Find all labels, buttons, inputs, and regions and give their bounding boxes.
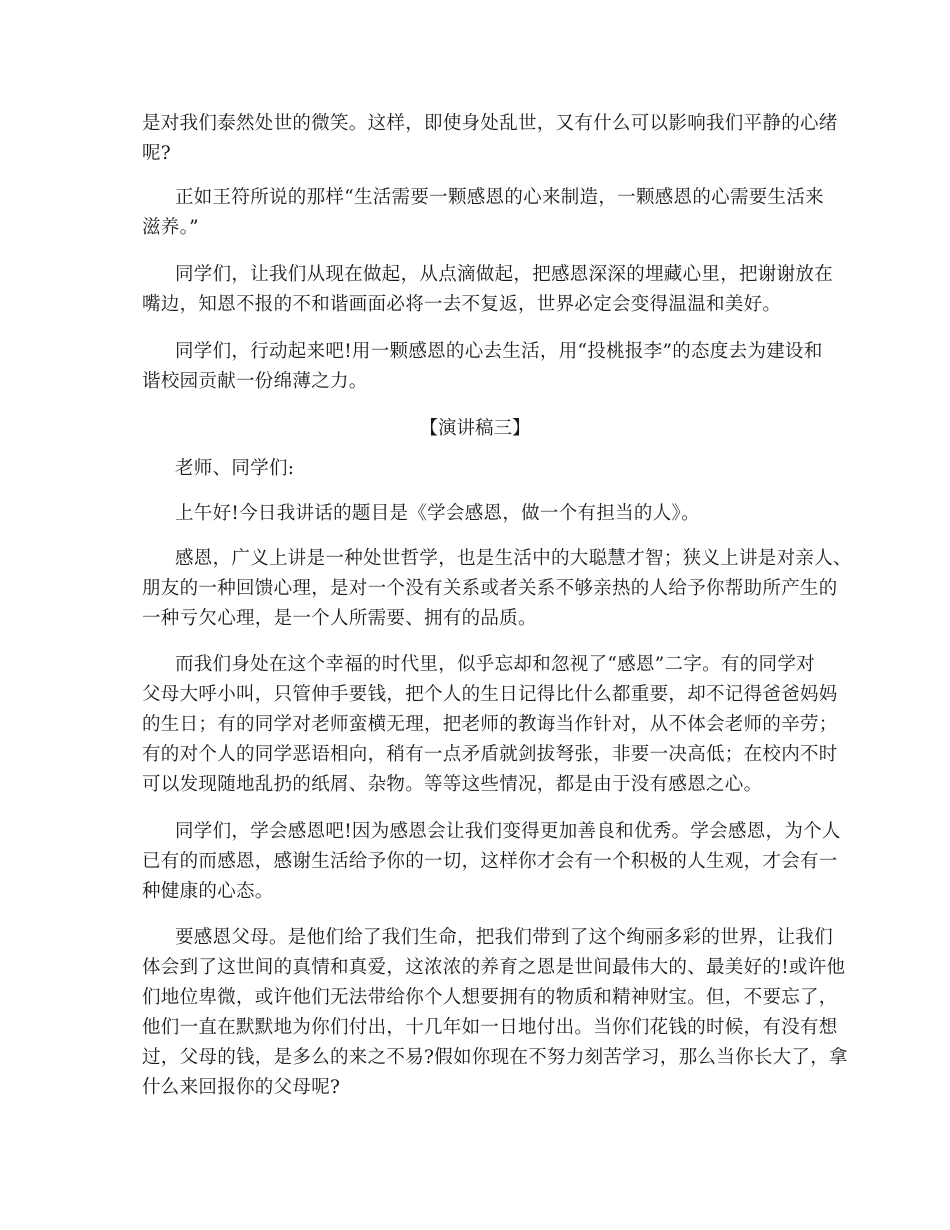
text-line: 正如王符所说的那样“生活需要一颗感恩的心来制造，一颗感恩的心需要生活来	[175, 187, 824, 208]
text-line: 谐校园贡献一份绵薄之力。	[142, 371, 368, 392]
text-line: 老师、同学们:	[175, 458, 295, 479]
text-line: 感恩，广义上讲是一种处世哲学，也是生活中的大聪慧才智；狭义上讲是对亲人、	[175, 548, 852, 569]
text-line: 上午好!今日我讲话的题目是《学会感恩，做一个有担当的人》。	[175, 503, 700, 524]
text-line: 什么来回报你的父母呢?	[142, 1077, 341, 1098]
text-line: 而我们身处在这个幸福的时代里，似乎忘却和忽视了“感恩”二字。有的同学对	[175, 654, 815, 675]
text-line: 父母大呼小叫，只管伸手要钱，把个人的生日记得比什么都重要，却不记得爸爸妈妈	[142, 684, 838, 705]
text-line: 同学们，学会感恩吧!因为感恩会让我们变得更加善良和优秀。学会感恩，为个人	[175, 821, 841, 842]
text-line: 嘴边，知恩不报的不和谐画面必将一去不复返，世界必定会变得温温和美好。	[142, 294, 782, 315]
text-line: 同学们，行动起来吧!用一颗感恩的心去生活，用“投桃报李”的态度去为建设和	[175, 341, 823, 362]
text-line: 体会到了这世间的真情和真爱，这浓浓的养育之恩是世间最伟大的、最美好的!或许他	[142, 957, 846, 978]
text-line: 他们一直在默默地为你们付出，十几年如一日地付出。当你们花钱的时候，有没有想	[142, 1017, 838, 1038]
text-line: 的生日；有的同学对老师蛮横无理，把老师的教诲当作针对，从不体会老师的辛劳；	[142, 714, 838, 735]
text-line: 一种亏欠心理，是一个人所需要、拥有的品质。	[142, 608, 537, 629]
text-line: 有的对个人的同学恶语相向，稍有一点矛盾就剑拔弩张，非要一决高低；在校内不时	[142, 744, 838, 765]
text-line: 过，父母的钱，是多么的来之不易?假如你现在不努力刻苦学习，那么当你长大了，拿	[142, 1047, 848, 1068]
text-line: 种健康的心态。	[142, 881, 274, 902]
text-line: 已有的而感恩，感谢生活给予你的一切，这样你才会有一个积极的人生观，才会有一	[142, 851, 838, 872]
text-line: 滋养。”	[142, 217, 199, 238]
text-line: 是对我们泰然处世的微笑。这样，即使身处乱世，又有什么可以影响我们平静的心绪	[142, 113, 838, 134]
text-line: 可以发现随地乱扔的纸屑、杂物。等等这些情况，都是由于没有感恩之心。	[142, 774, 763, 795]
text-line: 呢?	[142, 143, 172, 164]
section-heading: 【演讲稿三】	[419, 418, 531, 439]
text-line: 要感恩父母。是他们给了我们生命，把我们带到了这个绚丽多彩的世界，让我们	[175, 927, 834, 948]
text-line: 同学们，让我们从现在做起，从点滴做起，把感恩深深的埋藏心里，把谢谢放在	[175, 264, 834, 285]
text-line: 朋友的一种回馈心理，是对一个没有关系或者关系不够亲热的人给予你帮助所产生的	[142, 578, 838, 599]
text-line: 们地位卑微，或许他们无法带给你个人想要拥有的物质和精神财宝。但，不要忘了，	[142, 987, 838, 1008]
